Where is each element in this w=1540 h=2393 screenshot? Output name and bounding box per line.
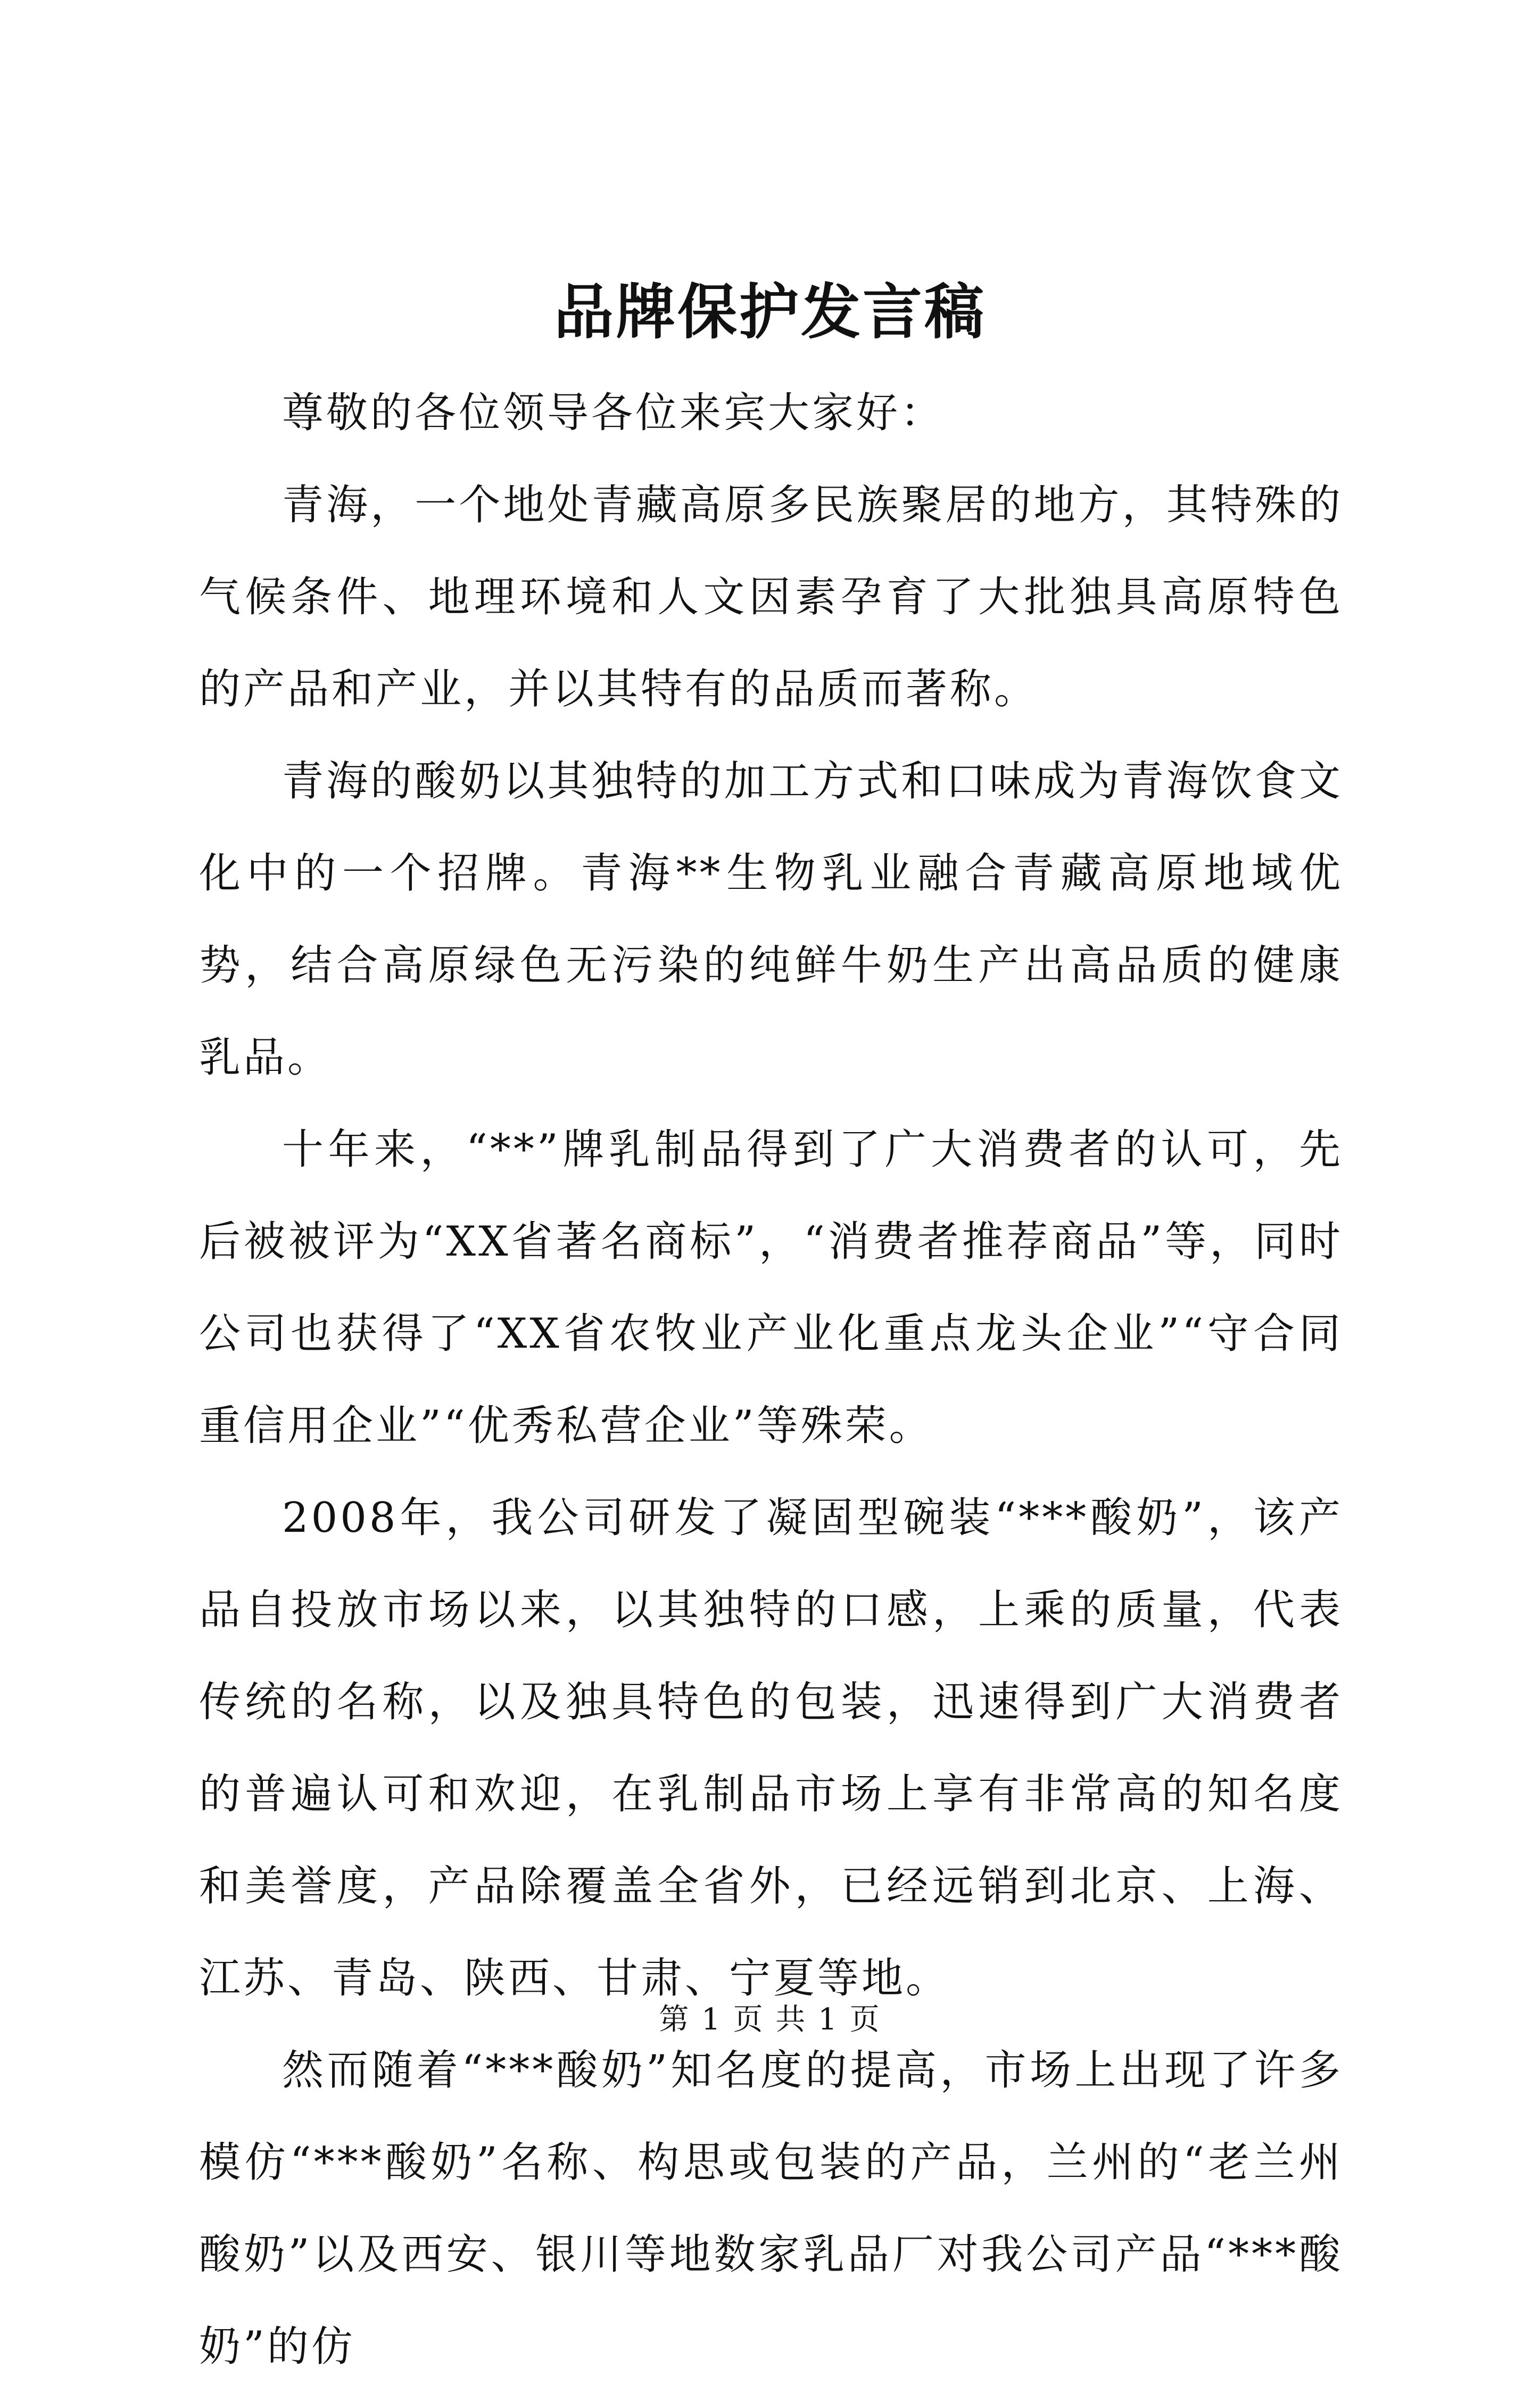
page-number-footer: 第 1 页 共 1 页	[659, 2002, 881, 2037]
document-body	[199, 367, 1343, 2393]
document-title: 品牌保护发言稿	[554, 277, 986, 347]
paragraph: 然而随着“***酸奶”知名度的提高，市场上出现了许多模仿“***酸奶”名称、构思或包装的产品，兰州的“老兰州酸奶”以及西安、银川等地数家乳品厂对我公司产品“***酸奶”的仿	[199, 2047, 1343, 2371]
paragraph: 十年来，“**”牌乳制品得到了广大消费者的认可，先后被被评为“XX省著名商标”，“消费者推荐商品”等，同时公司也获得了“XX省农牧业产业化重点龙头企业”“守合同重信用企业”“优秀私营企业”等殊荣。	[199, 1126, 1343, 1450]
paragraph: 青海，一个地处青藏高原多民族聚居的地方，其特殊的气候条件、地理环境和人文因素孕育了大批独具高原特色的产品和产业，并以其特有的品质而著称。	[199, 481, 1343, 713]
paragraph: 2008年，我公司研发了凝固型碗装“***酸奶”，该产品自投放市场以来，以其独特的口感，上乘的质量，代表传统的名称，以及独具特色的包装，迅速得到广大消费者的普遍认可和欢迎，在乳制品市场上享有非常高的知名度和美誉度，产品除覆盖全省外，已经远销到北京、上海、江苏、青岛、陕西、甘肃、宁夏等地。	[199, 1494, 1343, 2002]
paragraph: 青海的酸奶以其独特的加工方式和口味成为青海饮食文化中的一个招牌。青海**生物乳业融合青藏高原地域优势，结合高原绿色无污染的纯鲜牛奶生产出高品质的健康乳品。	[199, 757, 1343, 1082]
paragraph-greeting: 尊敬的各位领导各位来宾大家好：	[282, 389, 945, 437]
